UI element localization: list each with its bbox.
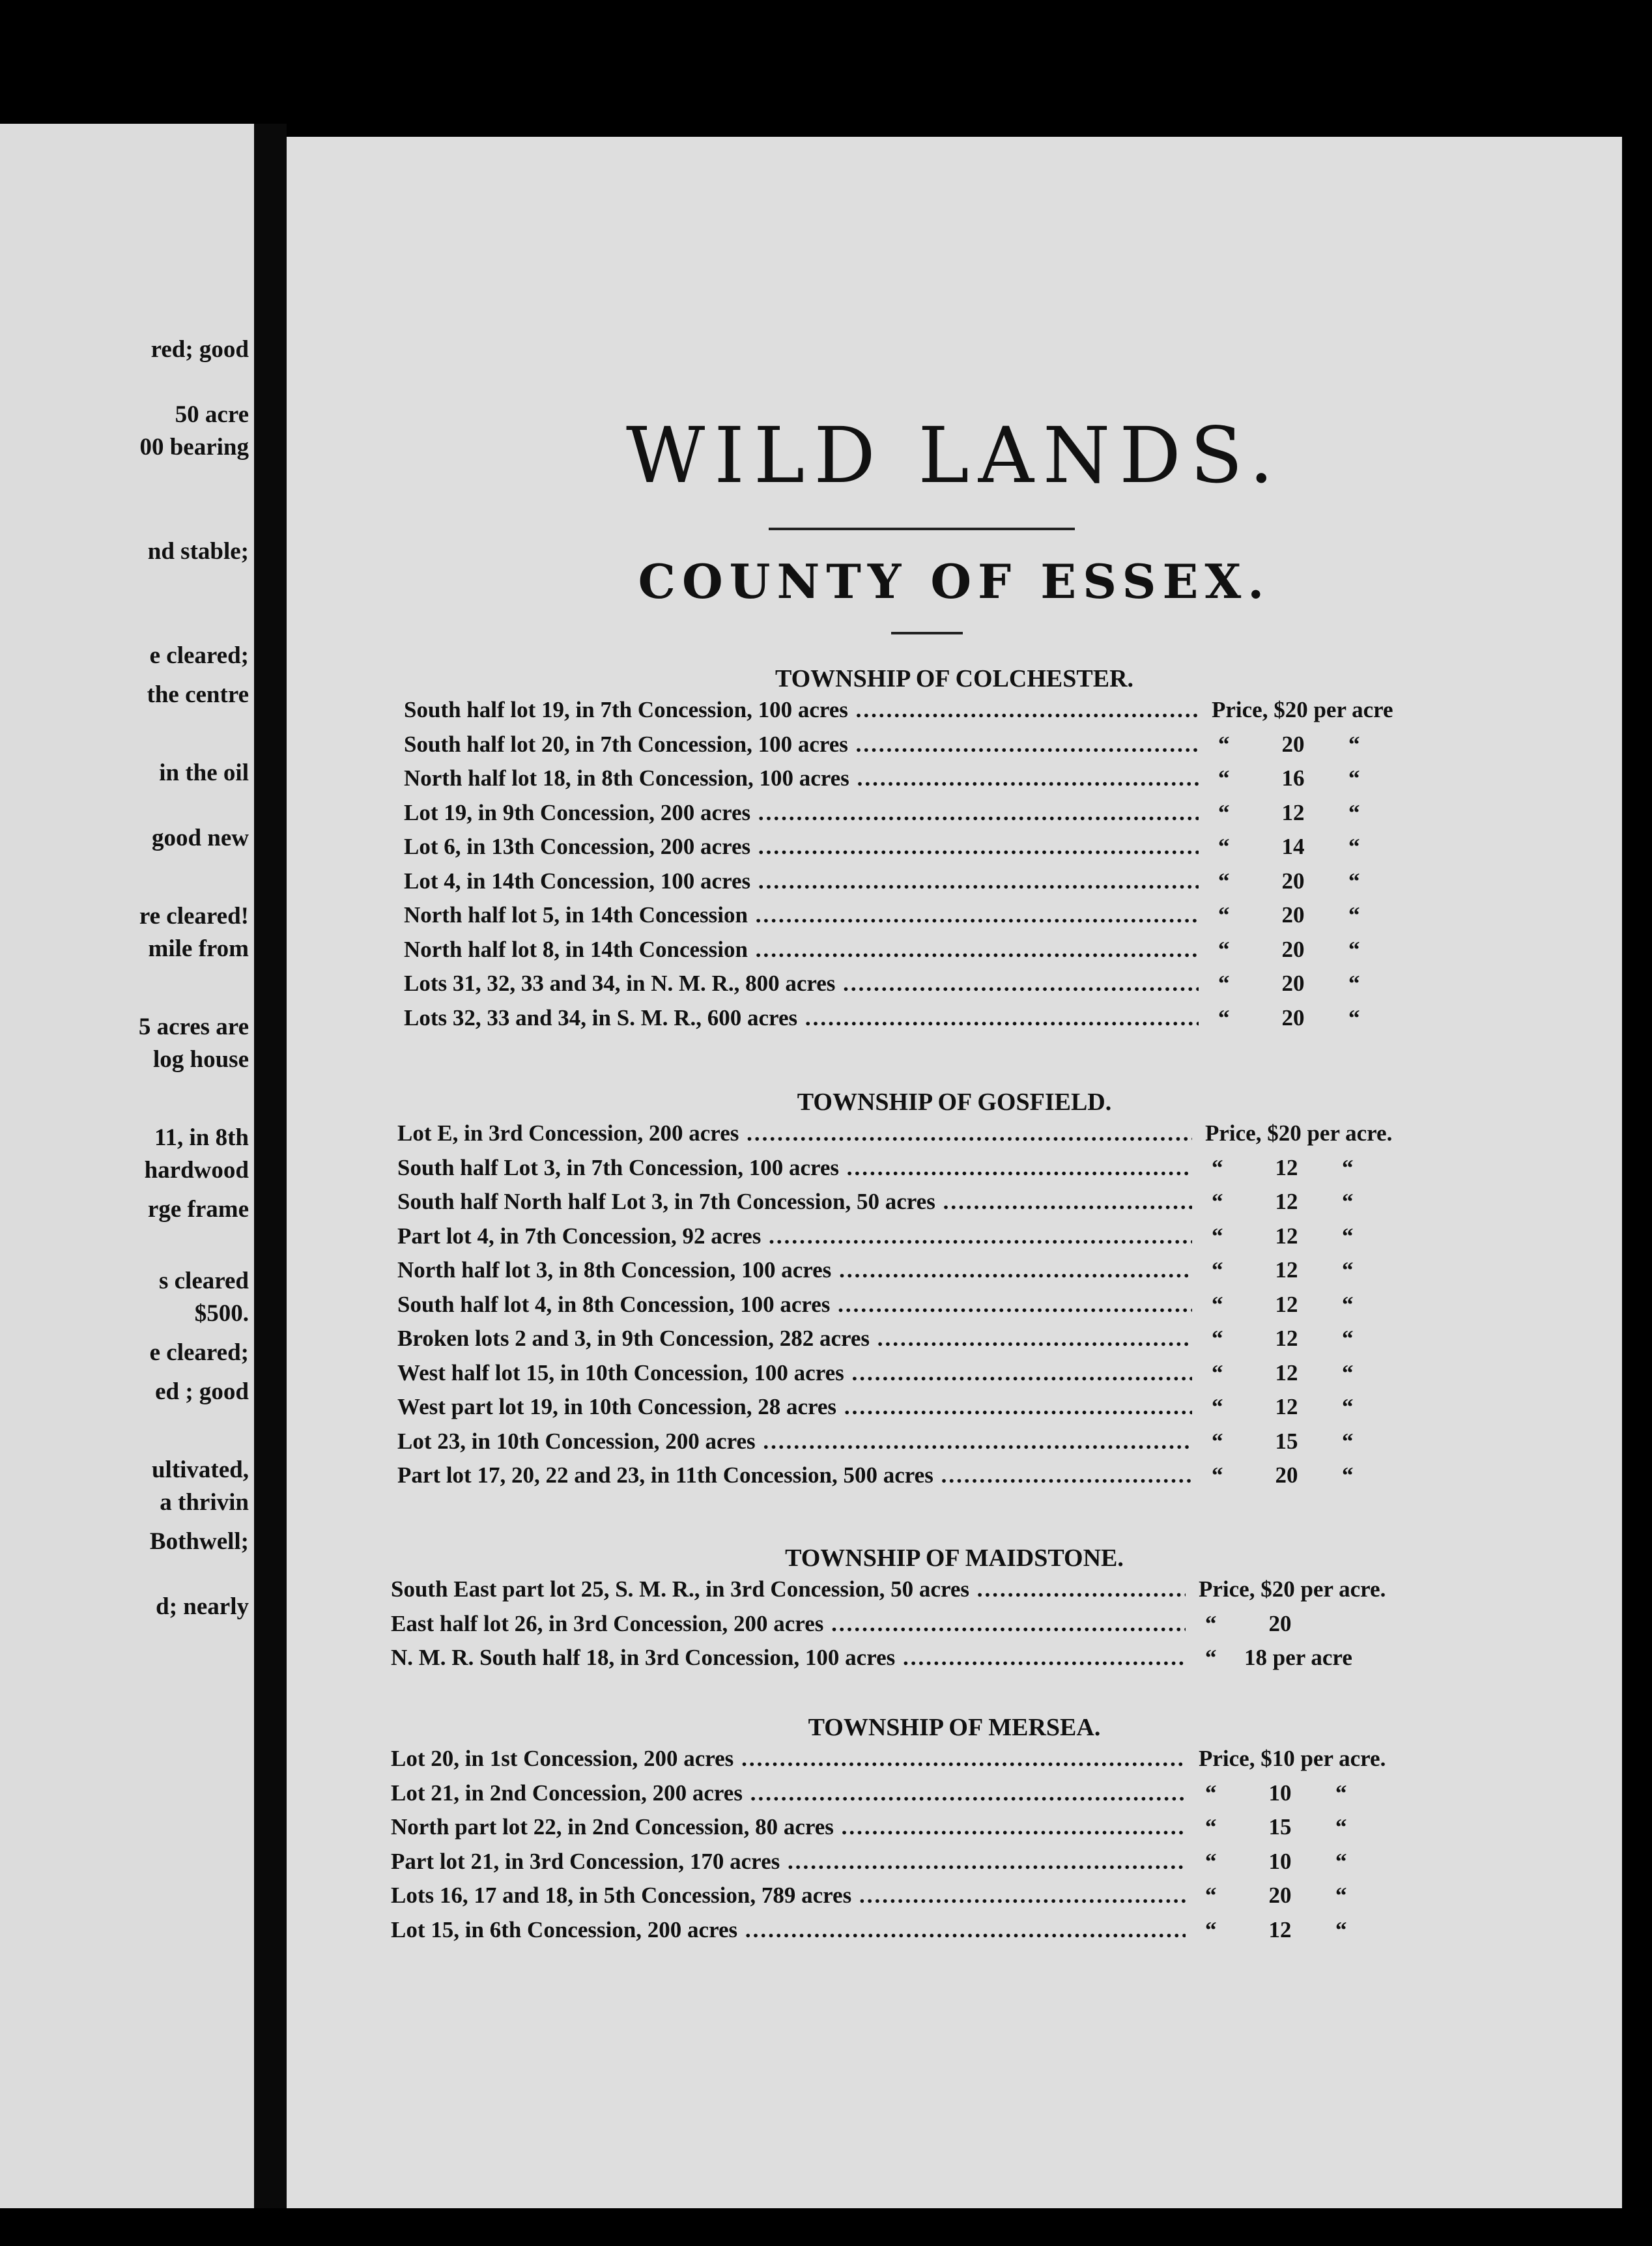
listing-description: Lot 6, in 13th Concession, 200 acres .....	[404, 834, 1199, 860]
listing-description: Lot 19, in 9th Concession, 200 acres .....	[404, 800, 1199, 826]
ditto-mark: “	[1342, 1223, 1354, 1249]
ditto-mark: “	[1335, 1780, 1347, 1806]
ditto-mark: “	[1218, 1004, 1230, 1031]
land-listing-row	[397, 1462, 1440, 1496]
listing-description: Lots 32, 33 and 34, in S. M. R., 600 acres .....	[404, 1005, 1199, 1031]
ditto-mark: “	[1348, 731, 1360, 757]
book-gutter	[254, 124, 287, 2208]
ditto-mark: “	[1335, 1883, 1347, 1908]
ditto-mark: “	[1342, 1154, 1354, 1180]
facing-page-fragment: rge frame	[147, 1196, 249, 1223]
land-listing-row	[397, 1223, 1440, 1257]
ditto-mark: “	[1335, 1848, 1347, 1874]
facing-page-fragment: a thrivin	[160, 1489, 249, 1516]
listing-price-value: 10	[1268, 1848, 1292, 1874]
land-listing-row	[391, 1576, 1433, 1610]
listing-price-value: 12	[1275, 1223, 1298, 1249]
land-listing-row	[404, 732, 1446, 765]
listing-price-value: 20	[1268, 1610, 1292, 1636]
land-listing-row	[404, 697, 1446, 731]
facing-page-fragment: red; good	[150, 336, 249, 363]
listing-price-value: 12	[1275, 1394, 1298, 1419]
listing-description: North part lot 22, in 2nd Concession, 80 acres .....	[391, 1814, 1186, 1840]
listing-description: Lots 16, 17 and 18, in 5th Concession, 789 acres .....	[391, 1883, 1186, 1909]
ditto-mark: “	[1342, 1462, 1354, 1488]
ditto-mark: “	[1218, 868, 1230, 894]
land-listing-row	[404, 971, 1446, 1004]
facing-page-fragment: ultivated,	[151, 1457, 249, 1483]
listing-description: North half lot 8, in 14th Concession .....	[404, 937, 1199, 963]
listing-description: East half lot 26, in 3rd Concession, 200 acres .....	[391, 1611, 1186, 1637]
listing-description: South half lot 19, in 7th Concession, 100 acres .....	[404, 697, 1199, 723]
listing-price-value: 12	[1275, 1257, 1298, 1283]
land-listing-row	[404, 1005, 1446, 1039]
listing-description: South half lot 20, in 7th Concession, 100 acres .....	[404, 732, 1199, 758]
listing-description: Lots 31, 32, 33 and 34, in N. M. R., 800 acres .....	[404, 971, 1199, 997]
township-heading: TOWNSHIP OF GOSFIELD.	[797, 1088, 1112, 1116]
ditto-mark: “	[1205, 1610, 1217, 1636]
land-listing-row	[391, 1746, 1433, 1780]
listing-price-value: 20	[1281, 731, 1305, 757]
listing-price-value: 20	[1281, 868, 1305, 894]
land-listing-row	[391, 1883, 1433, 1916]
ditto-mark: “	[1212, 1291, 1223, 1317]
ditto-mark: “	[1205, 1848, 1217, 1874]
land-listing-row	[397, 1257, 1440, 1291]
ditto-mark: “	[1218, 936, 1230, 962]
facing-page-fragment: log house	[152, 1046, 249, 1073]
page-subtitle: COUNTY OF ESSEX.	[638, 554, 1271, 609]
ditto-mark: “	[1348, 799, 1360, 825]
facing-page-fragment: e cleared;	[149, 1339, 249, 1366]
land-listing-row	[397, 1360, 1440, 1394]
land-listing-row	[391, 1611, 1433, 1645]
land-listing-row	[391, 1814, 1433, 1848]
listing-description: South East part lot 25, S. M. R., in 3rd Concession, 50 acres .....	[391, 1576, 1186, 1602]
land-listing-row	[404, 834, 1446, 868]
listing-description: Part lot 17, 20, 22 and 23, in 11th Concession, 500 acres .....	[397, 1462, 1192, 1488]
page-title: WILD LANDS.	[626, 410, 1283, 500]
listing-price-value: 10	[1268, 1780, 1292, 1806]
ditto-mark: “	[1212, 1394, 1223, 1419]
listing-price-value: 14	[1281, 834, 1305, 859]
township-heading: TOWNSHIP OF MERSEA.	[808, 1714, 1101, 1741]
ditto-mark: “	[1212, 1257, 1223, 1283]
ditto-mark: “	[1348, 902, 1360, 928]
listing-price: Price, $20 per acre.	[1205, 1120, 1393, 1146]
facing-page-fragment: 11, in 8th	[154, 1124, 249, 1151]
ditto-mark: “	[1335, 1916, 1347, 1942]
ditto-mark: “	[1348, 765, 1360, 791]
land-listing-row	[404, 765, 1446, 799]
ditto-mark: “	[1218, 765, 1230, 791]
township-heading: TOWNSHIP OF MAIDSTONE.	[785, 1544, 1124, 1572]
land-listing-row	[391, 1780, 1433, 1814]
facing-page-fragment: s cleared	[158, 1268, 249, 1294]
ditto-mark: “	[1348, 971, 1360, 996]
facing-page-fragment: re cleared!	[139, 903, 249, 930]
ditto-mark: “	[1342, 1394, 1354, 1419]
ditto-mark: “	[1212, 1462, 1223, 1488]
facing-page-fragment: good new	[151, 825, 249, 851]
listing-price: Price, $10 per acre.	[1199, 1746, 1386, 1771]
facing-page-fragment: the centre	[147, 681, 249, 708]
ditto-mark: “	[1342, 1326, 1354, 1351]
listing-price: Price, $20 per acre	[1212, 697, 1393, 722]
listing-description: North half lot 5, in 14th Concession .....	[404, 902, 1199, 928]
ditto-mark: “	[1212, 1154, 1223, 1180]
title-rule	[769, 528, 1075, 530]
facing-page-fragment: d; nearly	[156, 1593, 249, 1620]
listing-price-value: 16	[1281, 765, 1305, 791]
ditto-mark: “	[1348, 936, 1360, 962]
listing-price-value: 20	[1281, 1004, 1305, 1031]
listing-price-value: 12	[1275, 1154, 1298, 1180]
land-listing-row	[397, 1189, 1440, 1223]
facing-page-fragment: Bothwell;	[149, 1528, 249, 1555]
listing-price-value: 12	[1275, 1359, 1298, 1386]
ditto-mark: “	[1218, 834, 1230, 859]
ditto-mark: “	[1205, 1883, 1217, 1908]
listing-description: South half Lot 3, in 7th Concession, 100 acres .....	[397, 1155, 1192, 1181]
listing-price-note: 18 per acre	[1244, 1645, 1352, 1670]
ditto-mark: “	[1218, 731, 1230, 757]
facing-page-fragment: mile from	[148, 935, 249, 962]
ditto-mark: “	[1348, 834, 1360, 859]
ditto-mark: “	[1205, 1780, 1217, 1806]
facing-page-fragment: 50 acre	[175, 401, 249, 428]
land-listing-row	[404, 902, 1446, 936]
ditto-mark: “	[1335, 1814, 1347, 1840]
land-listing-row	[391, 1849, 1433, 1883]
listing-description: Lot 23, in 10th Concession, 200 acres .....	[397, 1429, 1192, 1455]
land-listing-row	[391, 1645, 1433, 1679]
ditto-mark: “	[1205, 1916, 1217, 1942]
listing-price-value: 12	[1275, 1189, 1298, 1214]
listing-price-value: 12	[1275, 1291, 1298, 1317]
ditto-mark: “	[1218, 902, 1230, 928]
ditto-mark: “	[1212, 1359, 1223, 1386]
listing-description: Broken lots 2 and 3, in 9th Concession, 282 acres .....	[397, 1326, 1192, 1352]
ditto-mark: “	[1212, 1326, 1223, 1351]
land-listing-row	[404, 937, 1446, 971]
listing-price-value: 15	[1275, 1428, 1298, 1454]
listing-price-value: 12	[1268, 1916, 1292, 1942]
land-listing-row	[397, 1429, 1440, 1462]
listing-price-value: 20	[1281, 902, 1305, 928]
ditto-mark: “	[1348, 1004, 1360, 1031]
listing-description: North half lot 3, in 8th Concession, 100 acres .....	[397, 1257, 1192, 1283]
listing-description: South half North half Lot 3, in 7th Concession, 50 acres .....	[397, 1189, 1192, 1215]
listing-description: South half lot 4, in 8th Concession, 100 acres .....	[397, 1292, 1192, 1318]
ditto-mark: “	[1212, 1428, 1223, 1454]
listing-description: Lot E, in 3rd Concession, 200 acres .....	[397, 1120, 1192, 1146]
land-listing-row	[397, 1120, 1440, 1154]
ditto-mark: “	[1342, 1189, 1354, 1214]
listing-price-value: 20	[1275, 1462, 1298, 1488]
listing-description: Lot 21, in 2nd Concession, 200 acres .....	[391, 1780, 1186, 1806]
ditto-mark: “	[1348, 868, 1360, 894]
facing-page-fragment: nd stable;	[147, 538, 249, 565]
ditto-mark: “	[1342, 1359, 1354, 1386]
facing-page-fragment: hardwood	[144, 1157, 249, 1184]
listing-description: Lot 20, in 1st Concession, 200 acres .....	[391, 1746, 1186, 1772]
listing-price-value: 20	[1268, 1883, 1292, 1908]
land-listing-row	[404, 800, 1446, 834]
listing-description: North half lot 18, in 8th Concession, 100 acres .....	[404, 765, 1199, 791]
ditto-mark: “	[1342, 1257, 1354, 1283]
subtitle-rule	[891, 632, 963, 634]
land-listing-row	[391, 1917, 1433, 1951]
listing-price-value: 12	[1275, 1326, 1298, 1351]
listing-price-value: 12	[1281, 799, 1305, 825]
listing-description: Lot 15, in 6th Concession, 200 acres .....	[391, 1917, 1186, 1943]
ditto-mark: “	[1212, 1223, 1223, 1249]
listing-description: N. M. R. South half 18, in 3rd Concession, 100 acres .....	[391, 1645, 1186, 1671]
listing-description: Lot 4, in 14th Concession, 100 acres .....	[404, 868, 1199, 894]
ditto-mark: “	[1342, 1291, 1354, 1317]
ditto-mark: “	[1342, 1428, 1354, 1454]
land-listing-row	[397, 1326, 1440, 1359]
document-page	[287, 137, 1622, 2208]
facing-page-fragment: 00 bearing	[139, 434, 249, 461]
ditto-mark: “	[1218, 971, 1230, 996]
facing-page-fragment: ed ; good	[155, 1378, 249, 1405]
land-listing-row	[404, 868, 1446, 902]
facing-page-fragment: 5 acres are	[138, 1014, 249, 1040]
facing-page-fragment: in the oil	[159, 760, 249, 786]
facing-page	[0, 124, 254, 2208]
listing-price-value: 20	[1281, 971, 1305, 996]
listing-price-value: 20	[1281, 936, 1305, 962]
listing-description: West part lot 19, in 10th Concession, 28 acres .....	[397, 1394, 1192, 1420]
land-listing-row	[397, 1155, 1440, 1189]
listing-price: Price, $20 per acre.	[1199, 1576, 1386, 1602]
listing-description: Part lot 4, in 7th Concession, 92 acres .....	[397, 1223, 1192, 1249]
ditto-mark: “	[1205, 1645, 1217, 1670]
facing-page-fragment: $500.	[194, 1300, 249, 1327]
listing-description: West half lot 15, in 10th Concession, 100 acres .....	[397, 1360, 1192, 1386]
listing-price-value: 15	[1268, 1814, 1292, 1840]
facing-page-fragment: e cleared;	[149, 642, 249, 669]
land-listing-row	[397, 1394, 1440, 1428]
ditto-mark: “	[1212, 1189, 1223, 1214]
land-listing-row	[397, 1292, 1440, 1326]
ditto-mark: “	[1218, 799, 1230, 825]
township-heading: TOWNSHIP OF COLCHESTER.	[775, 665, 1134, 692]
ditto-mark: “	[1205, 1814, 1217, 1840]
listing-description: Part lot 21, in 3rd Concession, 170 acres .....	[391, 1849, 1186, 1875]
